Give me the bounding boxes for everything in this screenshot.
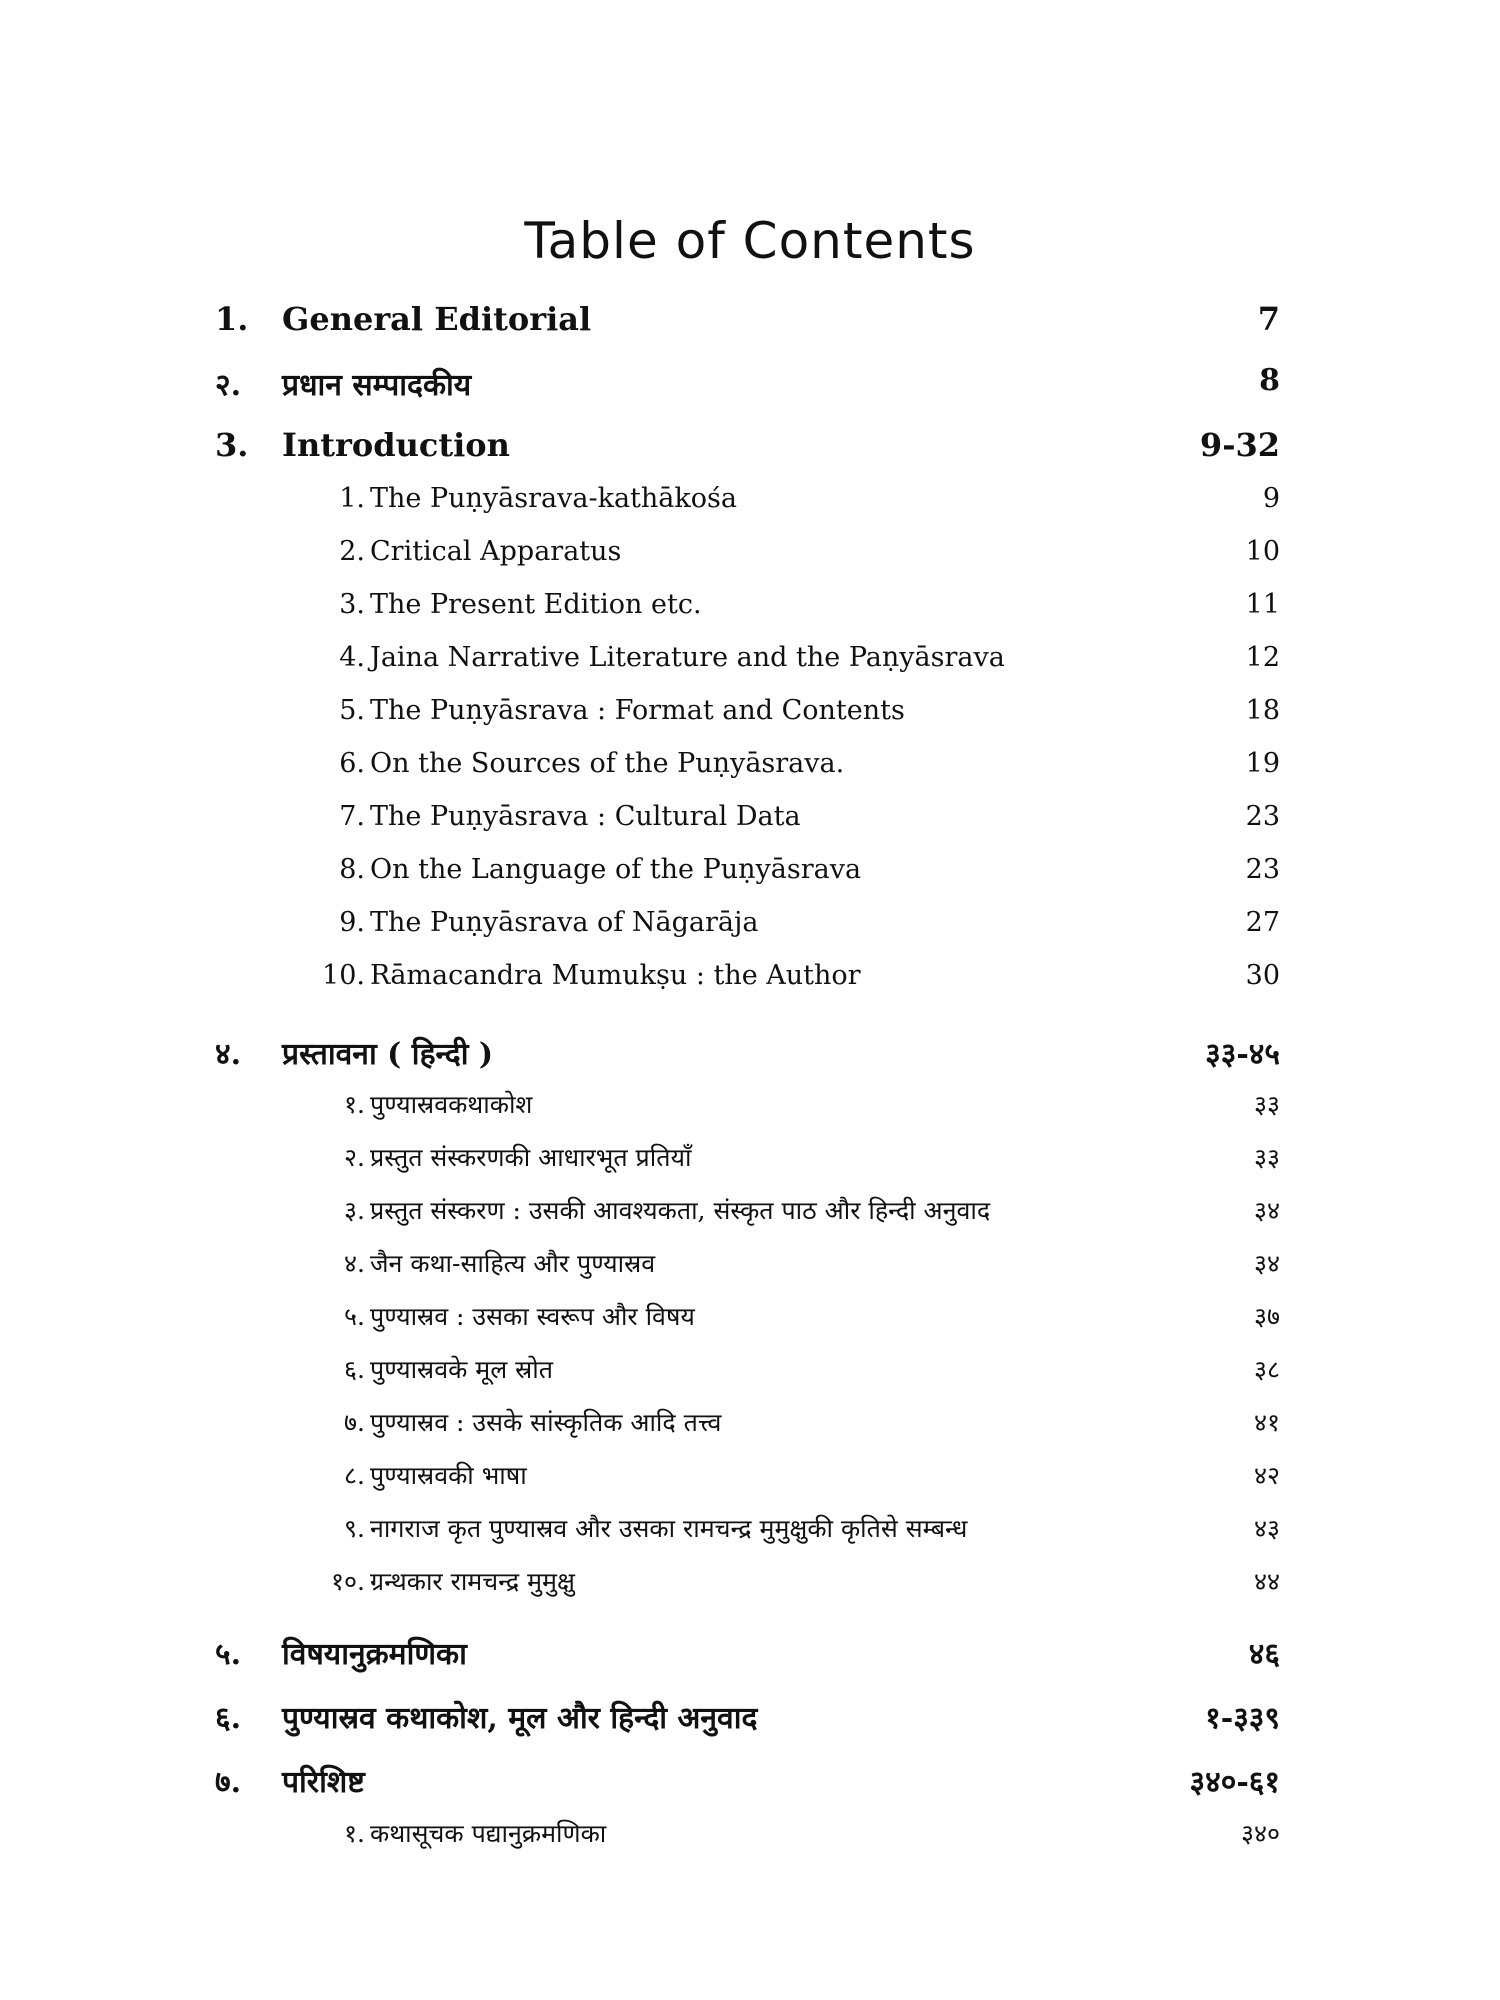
toc-entry [0, 483, 1500, 523]
toc-entry-title: The Present Edition etc. [370, 589, 702, 620]
page-title: Table of Contents [524, 211, 976, 270]
toc-entry-page: ३७ [1253, 1302, 1280, 1331]
toc-entry-number: 6. [339, 748, 365, 779]
toc-entry-title: विषयानुक्रमणिका [282, 1637, 467, 1672]
toc-entry-page: ४४ [1253, 1567, 1280, 1596]
toc-entry [0, 801, 1500, 841]
toc-entry-title: The Puṇyāsrava of Nāgarāja [370, 907, 759, 938]
toc-entry-number: 9. [339, 907, 365, 938]
toc-entry-number: 5. [339, 695, 365, 726]
toc-entry-title: General Editorial [282, 300, 592, 338]
toc-entry-number: 8. [339, 854, 365, 885]
toc-entry-number: १०. [331, 1567, 365, 1596]
toc-entry-number: ६. [215, 1701, 242, 1736]
toc-entry-page: ३३ [1253, 1143, 1280, 1172]
toc-entry [0, 1193, 1500, 1233]
toc-entry-page: ४१ [1253, 1408, 1280, 1437]
toc-entry-page: ३४०-६१ [1189, 1765, 1280, 1800]
toc-entry-page: ४२ [1253, 1461, 1280, 1490]
toc-entry-page: 19 [1245, 748, 1280, 779]
toc-entry [0, 854, 1500, 894]
toc-entry [0, 1087, 1500, 1127]
toc-entry-page: 23 [1245, 854, 1280, 885]
toc-entry [0, 1246, 1500, 1286]
toc-entry-page: 9-32 [1199, 426, 1280, 464]
toc-entry-title: Introduction [282, 426, 510, 464]
toc-entry-title: ग्रन्थकार रामचन्द्र मुमुक्षु [370, 1567, 575, 1596]
toc-entry [0, 960, 1500, 1000]
toc-entry [0, 748, 1500, 788]
toc-entry [0, 300, 1500, 340]
toc-entry-number: २. [215, 368, 242, 403]
toc-entry-title: प्रस्तुत संस्करण : उसकी आवश्यकता, संस्कृत पाठ और हिन्दी अनुवाद [370, 1196, 991, 1225]
toc-entry-number: 1. [215, 300, 249, 338]
toc-entry-title: नागराज कृत पुण्यास्रव और उसका रामचन्द्र मुमुक्षुकी कृतिसे सम्बन्ध [370, 1514, 968, 1543]
toc-entry [0, 536, 1500, 576]
toc-entry [0, 1632, 1500, 1672]
toc-entry-page: 9 [1262, 483, 1280, 514]
toc-entry [0, 1405, 1500, 1445]
toc-entry-page: ३३ [1253, 1090, 1280, 1119]
toc-entry-number: ९. [344, 1514, 365, 1543]
toc-entry [0, 1352, 1500, 1392]
toc-entry [0, 642, 1500, 682]
toc-entry-title: परिशिष्ट [282, 1765, 365, 1800]
toc-entry-number: ७. [344, 1408, 365, 1437]
toc-entry-number: १. [344, 1090, 365, 1119]
toc-entry [0, 363, 1500, 403]
toc-entry-title: प्रस्तावना ( हिन्दी ) [282, 1037, 494, 1072]
toc-entry-number: ७. [215, 1765, 242, 1800]
toc-entry-number: 3. [339, 589, 365, 620]
toc-entry-title: Critical Apparatus [370, 536, 622, 567]
toc-entry-page: ३३-४५ [1205, 1037, 1280, 1072]
toc-entry-page: ४३ [1253, 1514, 1280, 1543]
toc-entry-number: 3. [215, 426, 249, 464]
toc-entry-title: The Puṇyāsrava : Format and Contents [370, 695, 905, 726]
toc-entry [0, 1760, 1500, 1800]
toc-entry-page: 12 [1245, 642, 1280, 673]
toc-entry [0, 695, 1500, 735]
toc-entry [0, 1140, 1500, 1180]
toc-entry-number: ४. [344, 1249, 365, 1278]
toc-entry-title: पुण्यास्रव : उसका स्वरूप और विषय [370, 1302, 695, 1331]
toc-entry [0, 1032, 1500, 1072]
toc-entry [0, 1511, 1500, 1551]
toc-entry-title: कथासूचक पद्यानुक्रमणिका [370, 1819, 607, 1848]
toc-entry-title: पुण्यास्रवके मूल स्रोत [370, 1355, 553, 1384]
toc-entry-page: 11 [1245, 589, 1280, 620]
toc-entry-title: पुण्यास्रवकथाकोश [370, 1090, 533, 1119]
toc-entry [0, 1458, 1500, 1498]
toc-entry-page: 30 [1245, 960, 1280, 991]
toc-entry-page: 18 [1245, 695, 1280, 726]
toc-entry [0, 907, 1500, 947]
toc-entry-number: 2. [339, 536, 365, 567]
toc-entry [0, 589, 1500, 629]
toc-entry-number: ६. [344, 1355, 365, 1384]
toc-entry-number: ५. [215, 1637, 242, 1672]
toc-entry-page: ३८ [1253, 1355, 1280, 1384]
toc-entry-title: पुण्यास्रव : उसके सांस्कृतिक आदि तत्त्व [370, 1408, 722, 1437]
toc-entry-number: 10. [322, 960, 365, 991]
toc-entry-title: प्रस्तुत संस्करणकी आधारभूत प्रतियाँ [370, 1143, 692, 1172]
toc-entry-number: 7. [339, 801, 365, 832]
toc-entry-title: Jaina Narrative Literature and the Paṇyāsrava [370, 642, 1005, 673]
toc-entry-page: ४६ [1248, 1637, 1280, 1672]
toc-entry [0, 1696, 1500, 1736]
toc-entry-number: १. [344, 1819, 365, 1848]
toc-entry-number: ५. [344, 1302, 365, 1331]
toc-entry-number: २. [344, 1143, 365, 1172]
toc-entry-number: 4. [339, 642, 365, 673]
toc-entry [0, 1816, 1500, 1856]
toc-entry-title: The Puṇyāsrava : Cultural Data [370, 801, 801, 832]
toc-entry-title: On the Sources of the Puṇyāsrava. [370, 748, 845, 779]
toc-entry [0, 1299, 1500, 1339]
toc-entry-title: पुण्यास्रव कथाकोश, मूल और हिन्दी अनुवाद [282, 1701, 758, 1736]
toc-entry-page: ३४ [1253, 1249, 1280, 1278]
toc-entry-page: 10 [1245, 536, 1280, 567]
toc-entry-number: ८. [344, 1461, 365, 1490]
toc-entry [0, 1564, 1500, 1604]
toc-entry-number: 1. [339, 483, 365, 514]
toc-entry-page: 8 [1259, 363, 1280, 398]
toc-entry-page: 23 [1245, 801, 1280, 832]
toc-entry-title: प्रधान सम्पादकीय [282, 368, 472, 403]
toc-entry-page: 7 [1257, 300, 1280, 338]
toc-entry-title: On the Language of the Puṇyāsrava [370, 854, 862, 885]
toc-entry-title: पुण्यास्रवकी भाषा [370, 1461, 527, 1490]
toc-entry-page: १-३३९ [1205, 1701, 1280, 1736]
toc-entry-title: जैन कथा-साहित्य और पुण्यास्रव [370, 1249, 656, 1278]
toc-entry [0, 426, 1500, 466]
toc-entry-number: ३. [344, 1196, 365, 1225]
toc-entry-title: Rāmacandra Mumukṣu : the Author [370, 960, 861, 991]
toc-entry-page: ३४ [1253, 1196, 1280, 1225]
toc-entry-page: ३४० [1240, 1819, 1280, 1848]
toc-entry-number: ४. [215, 1037, 242, 1072]
toc-entry-page: 27 [1245, 907, 1280, 938]
toc-entry-title: The Puṇyāsrava-kathākośa [370, 483, 737, 514]
